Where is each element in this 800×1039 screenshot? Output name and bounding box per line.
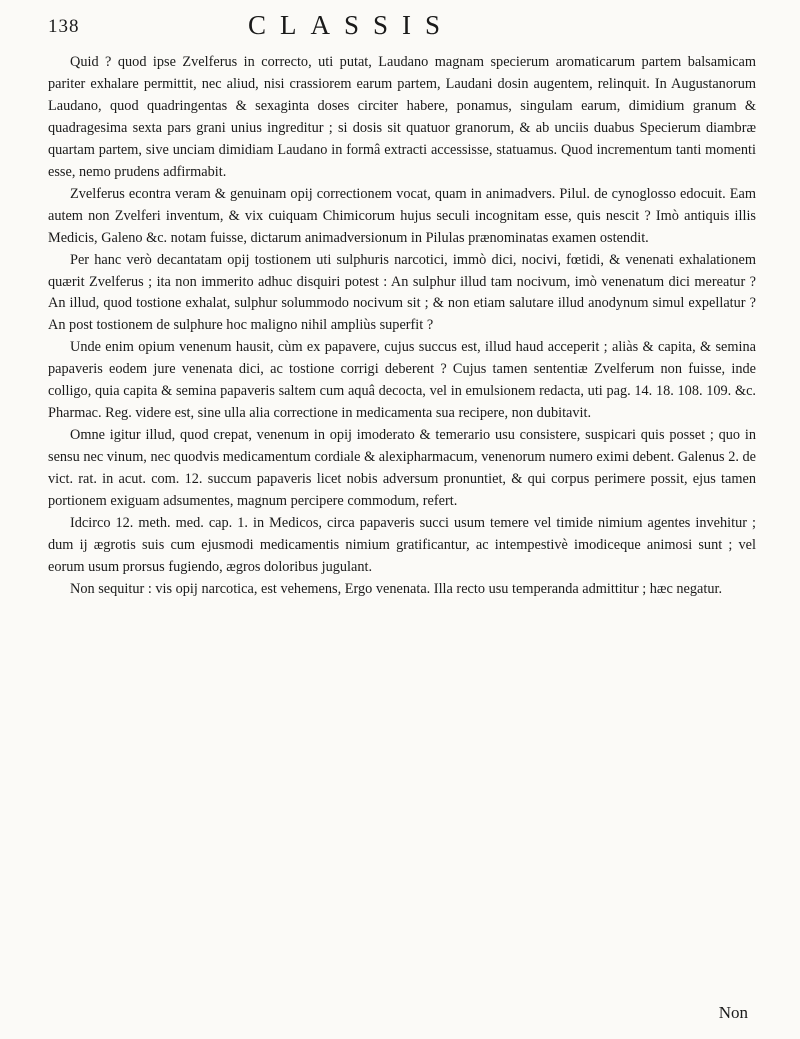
paragraph-6: Idcirco 12. meth. med. cap. 1. in Medicos, circa papaveris succi usum temere vel timide nimium agentes invehitur ; dum ij ægrotis suis cum ejusmodi medicamentis nimium gratificantur, ac intempestivè imodiceque animosi sunt ; vel eorum usum prorsus fugiendo, ægros doloribus jugulant. xyxy=(48,515,756,575)
running-title: CLASSIS xyxy=(248,10,455,40)
catchword: Non xyxy=(718,1003,748,1022)
running-head xyxy=(48,6,748,50)
body-text xyxy=(48,52,756,601)
paragraph-5: Omne igitur illud, quod crepat, venenum in opij imoderato & temerario usu consistere, suspicari quis posset ; quo in sensu nec vinum, nec quodvis medicamentum cordiale & alexipharmacum, venenorum numero eximi debent. Galenus 2. de vict. rat. in acut. com. 12. succum papaveris licet nobis adversum pronuntiet, & qui corpus perimere possit, ejus tamen portionem exiguam adsumentes, magnum percipere commodum, refert. xyxy=(48,427,756,510)
paragraph-4: Unde enim opium venenum hausit, cùm ex papavere, cujus succus est, illud haud acceperit ; aliàs & capita, & semina papaveris eodem jure venenata dici, ac tostione corrigi deberent ? Cujus tamen sententiæ Zvelferum non fuisse, inde colligo, quia capita & semina papaveris saltem cum aquâ decocta, vel in emulsionem redacta, uti pag. 14. 18. 108. 109. &c. Pharmac. Reg. videre est, sine ulla alia correctione in medicamenta sua recipere, non dubitavit. xyxy=(48,339,756,422)
paragraph-2: Zvelferus econtra veram & genuinam opij correctionem vocat, quam in animadvers. Pilul. de cynoglosso edocuit. Eam autem non Zvelferi inventum, & vix cuiquam Chimicorum hujus seculi incognitam esse, quis nescit ? Imò antiquis illis Medicis, Galeno &c. notam fuisse, dictarum animadversionum in Pilulas prænominatas examen ostendit. xyxy=(48,185,756,246)
paragraph-1: Quid ? quod ipse Zvelferus in correcto, uti putat, Laudano magnam specierum aromaticarum partem balsamicam pariter exhalare permittit, nec aliud, nisi crassiorem earum partem, Laudani dosin augentem, relinquit. In Augustanorum Laudano, quod quadringentas & sexaginta doses circiter habere, ponamus, singulam earum, dimidium granum & quadragesima sexta pars grani unius ingreditur ; si dosis sit quatuor granorum, & ab unciis duabus Specierum diambræ quartam partem, sive unciam dimidiam Laudano in formâ extracti accessisse, statuamus. Quod incrementum tanti momenti esse, nemo prudens adfirmabit. xyxy=(48,54,756,180)
paragraph-3: Per hanc verò decantatam opij tostionem uti sulphuris narcotici, immò dici, nocivi, fœtidi, & venenati exhalationem quærit Zvelferus ; ita non immerito adhuc disquiri potest : An sulphur illud tam nocivum, imò venenatum dici mereatur ? An illud, quod tostione exhalat, sulphur solummodo nocivum sit ; & non etiam salutare illud anodynum simul expellatur ? An post tostionem de sulphure hoc maligno nihil ampliùs superfit ? xyxy=(48,251,756,334)
page-number: 138 xyxy=(48,16,80,37)
paragraph-7: Non sequitur : vis opij narcotica, est vehemens, Ergo venenata. Illa recto usu temperanda admittitur ; hæc negatur. xyxy=(70,580,723,597)
